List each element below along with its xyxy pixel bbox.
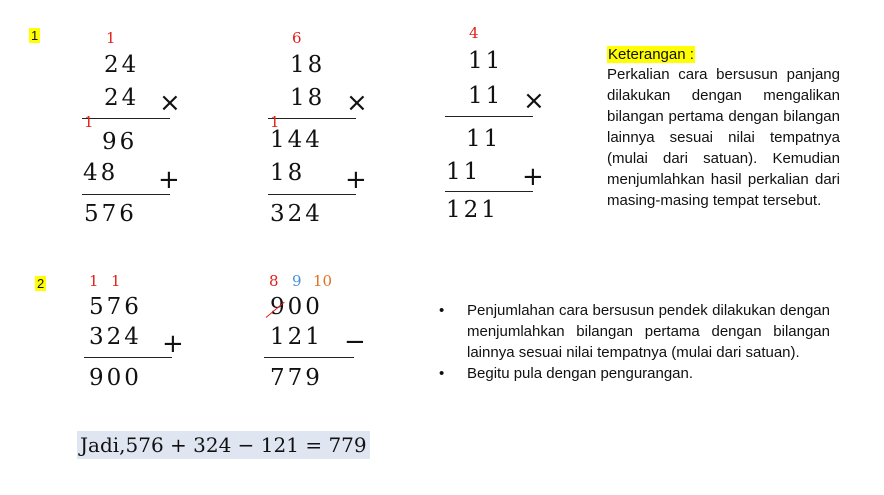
multiplicand: 18 [290,52,326,78]
divider-line [445,191,533,192]
carry-digit: 4 [469,24,479,42]
divider-line [82,194,170,195]
carry-digit: 6 [292,29,302,47]
bullet-item: • Begitu pula dengan pengurangan. [439,363,830,384]
partial-product-1: 11 [466,126,502,152]
borrow-digit: 10 [313,272,333,290]
addend-top: 576 [89,294,142,320]
minus-sign: − [344,327,366,357]
subtrahend: 121 [270,324,323,350]
carry-digit: 1 [106,29,116,47]
multiply-sign: × [159,88,181,118]
partial-product-1: 144 [270,127,323,153]
plus-sign: + [162,329,184,359]
minuend: 900 [270,294,323,320]
carry-digit: 1 [111,272,121,290]
multiplier: 11 [468,83,504,109]
carry-digit: 1 [89,272,99,290]
difference-result: 779 [270,365,323,391]
multiply-sign: × [346,88,368,118]
borrow-digit: 8 [269,272,279,290]
partial-product-2: 18 [270,160,306,186]
carry-digit: 1 [84,113,94,131]
multiplier: 18 [290,85,326,111]
divider-line [264,357,354,358]
divider-line [268,194,356,195]
explanation-note [607,44,840,211]
partial-product-2: 11 [446,159,482,185]
divider-line [84,357,172,358]
addend-bottom: 324 [89,324,142,350]
partial-product-2: 48 [83,160,119,186]
plus-sign: + [522,162,544,192]
bullet-notes [439,300,830,384]
divider-line [82,118,170,119]
section-2-badge: 2 [37,276,45,291]
bullet-item: • Penjumlahan cara bersusun pendek dilakukan dengan menjumlahkan bilangan pertama dengan bilangan lainnya sesuai nilai tempatnya (mulai dari satuan). [439,300,830,363]
product-result: 121 [446,197,499,223]
product-result: 324 [270,201,323,227]
partial-product-1: 96 [102,129,138,155]
multiplicand: 11 [468,48,504,74]
divider-line [268,118,356,119]
multiply-sign: × [523,86,545,116]
note-title: Keterangan : [608,46,694,63]
multiplicand: 24 [104,52,140,78]
plus-sign: + [158,165,180,195]
section-1-badge: 1 [31,28,39,43]
sum-result: 900 [89,365,142,391]
carry-digit: 1 [270,113,280,131]
plus-sign: + [345,165,367,195]
divider-line [445,116,533,117]
conclusion-equation: Jadi,576 + 324 − 121 = 779 [77,431,370,459]
multiplier: 24 [104,85,140,111]
product-result: 576 [84,201,137,227]
note-body: Perkalian cara bersusun panjang dilakukan dengan mengalikan bilangan pertama dengan bilangan lainnya sesuai nilai tempatnya (mulai dari satuan). Kemudian menjumlahkan hasil perkalian dari masing-masing tempat tersebut. [607,66,840,209]
borrow-digit: 9 [292,272,302,290]
